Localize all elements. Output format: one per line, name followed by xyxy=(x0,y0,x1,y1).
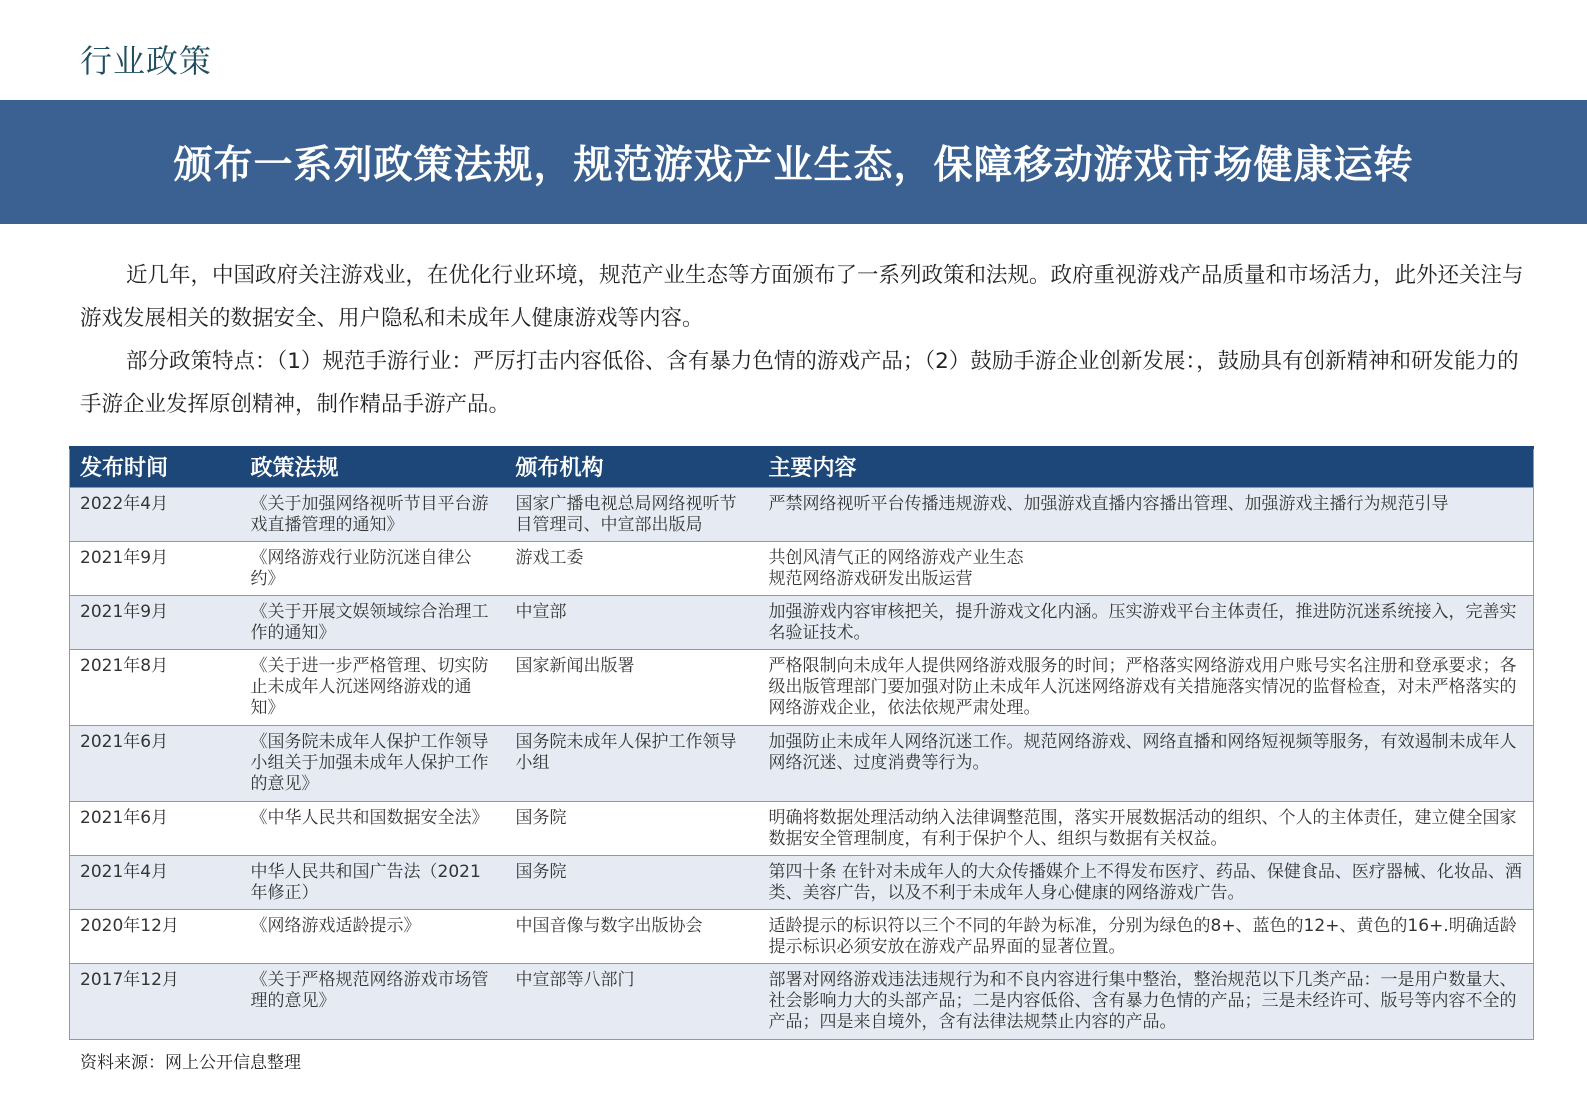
section-label: 行业政策 xyxy=(80,42,213,80)
cell-date: 2020年12月 xyxy=(70,910,241,964)
cell-policy: 中华人民共和国广告法（2021年修正） xyxy=(241,856,506,910)
cell-agency: 游戏工委 xyxy=(506,542,759,596)
intro-text xyxy=(80,254,1530,426)
header-date: 发布时间 xyxy=(70,448,241,488)
table-row xyxy=(70,488,1534,542)
table-row xyxy=(70,964,1534,1040)
cell-content: 加强防止未成年人网络沉迷工作。规范网络游戏、网络直播和网络短视频等服务，有效遏制未成年人网络沉迷、过度消费等行为。 xyxy=(759,726,1534,802)
cell-policy: 《网络游戏行业防沉迷自律公约》 xyxy=(241,542,506,596)
cell-date: 2021年8月 xyxy=(70,650,241,726)
cell-agency: 国家新闻出版署 xyxy=(506,650,759,726)
cell-content: 严格限制向未成年人提供网络游戏服务的时间；严格落实网络游戏用户账号实名注册和登承要求；各级出版管理部门要加强对防止未成年人沉迷网络游戏有关措施落实情况的监督检查，对未严格落实的网络游戏企业，依法依规严肃处理。 xyxy=(759,650,1534,726)
policy-table xyxy=(69,446,1534,1040)
cell-agency: 中宣部 xyxy=(506,596,759,650)
cell-content: 严禁网络视听平台传播违规游戏、加强游戏直播内容播出管理、加强游戏主播行为规范引导 xyxy=(759,488,1534,542)
cell-agency: 中宣部等八部门 xyxy=(506,964,759,1040)
title-banner xyxy=(0,100,1587,224)
cell-policy: 《国务院未成年人保护工作领导小组关于加强未成年人保护工作的意见》 xyxy=(241,726,506,802)
cell-policy: 《关于开展文娱领域综合治理工作的通知》 xyxy=(241,596,506,650)
cell-agency: 中国音像与数字出版协会 xyxy=(506,910,759,964)
cell-content: 加强游戏内容审核把关，提升游戏文化内涵。压实游戏平台主体责任，推进防沉迷系统接入，完善实名验证技术。 xyxy=(759,596,1534,650)
cell-agency: 国务院 xyxy=(506,856,759,910)
table-row xyxy=(70,802,1534,856)
cell-date: 2021年6月 xyxy=(70,802,241,856)
cell-policy: 《网络游戏适龄提示》 xyxy=(241,910,506,964)
header-policy: 政策法规 xyxy=(241,448,506,488)
intro-paragraph-1: 近几年，中国政府关注游戏业，在优化行业环境，规范产业生态等方面颁布了一系列政策和法规。政府重视游戏产品质量和市场活力，此外还关注与游戏发展相关的数据安全、用户隐私和未成年人健康游戏等内容。 xyxy=(80,263,1524,331)
intro-paragraph-2: 部分政策特点：（1）规范手游行业：严厉打击内容低俗、含有暴力色情的游戏产品；（2）鼓励手游企业创新发展：，鼓励具有创新精神和研发能力的手游企业发挥原创精神，制作精品手游产品。 xyxy=(80,349,1519,417)
cell-content: 共创风清气正的网络游戏产业生态 规范网络游戏研发出版运营 xyxy=(759,542,1534,596)
table-row xyxy=(70,726,1534,802)
cell-agency: 国务院 xyxy=(506,802,759,856)
table-row xyxy=(70,856,1534,910)
cell-content: 第四十条 在针对未成年人的大众传播媒介上不得发布医疗、药品、保健食品、医疗器械、化妆品、酒类、美容广告，以及不利于未成年人身心健康的网络游戏广告。 xyxy=(759,856,1534,910)
cell-policy: 《中华人民共和国数据安全法》 xyxy=(241,802,506,856)
cell-date: 2021年6月 xyxy=(70,726,241,802)
table-row xyxy=(70,596,1534,650)
cell-date: 2022年4月 xyxy=(70,488,241,542)
banner-title: 颁布一系列政策法规，规范游戏产业生态，保障移动游戏市场健康运转 xyxy=(173,143,1414,188)
cell-policy: 《关于加强网络视听节目平台游戏直播管理的通知》 xyxy=(241,488,506,542)
cell-policy: 《关于严格规范网络游戏市场管理的意见》 xyxy=(241,964,506,1040)
cell-date: 2017年12月 xyxy=(70,964,241,1040)
cell-content: 部署对网络游戏违法违规行为和不良内容进行集中整治，整治规范以下几类产品：一是用户数量大、社会影响力大的头部产品；二是内容低俗、含有暴力色情的产品；三是未经许可、版号等内容不全的产品；四是来自境外，含有法律法规禁止内容的产品。 xyxy=(759,964,1534,1040)
header-content: 主要内容 xyxy=(759,448,1534,488)
cell-agency: 国务院未成年人保护工作领导小组 xyxy=(506,726,759,802)
cell-date: 2021年4月 xyxy=(70,856,241,910)
cell-agency: 国家广播电视总局网络视听节目管理司、中宣部出版局 xyxy=(506,488,759,542)
table-row xyxy=(70,542,1534,596)
cell-date: 2021年9月 xyxy=(70,596,241,650)
source-note: 资料来源：网上公开信息整理 xyxy=(80,1053,301,1073)
table-header-row xyxy=(70,448,1534,488)
cell-policy: 《关于进一步严格管理、切实防止未成年人沉迷网络游戏的通知》 xyxy=(241,650,506,726)
table-row xyxy=(70,650,1534,726)
cell-content: 明确将数据处理活动纳入法律调整范围，落实开展数据活动的组织、个人的主体责任，建立健全国家数据安全管理制度，有利于保护个人、组织与数据有关权益。 xyxy=(759,802,1534,856)
table-row xyxy=(70,910,1534,964)
header-agency: 颁布机构 xyxy=(506,448,759,488)
cell-date: 2021年9月 xyxy=(70,542,241,596)
cell-content: 适龄提示的标识符以三个不同的年龄为标准，分别为绿色的8+、蓝色的12+、黄色的16+.明确适龄提示标识必须安放在游戏产品界面的显著位置。 xyxy=(759,910,1534,964)
